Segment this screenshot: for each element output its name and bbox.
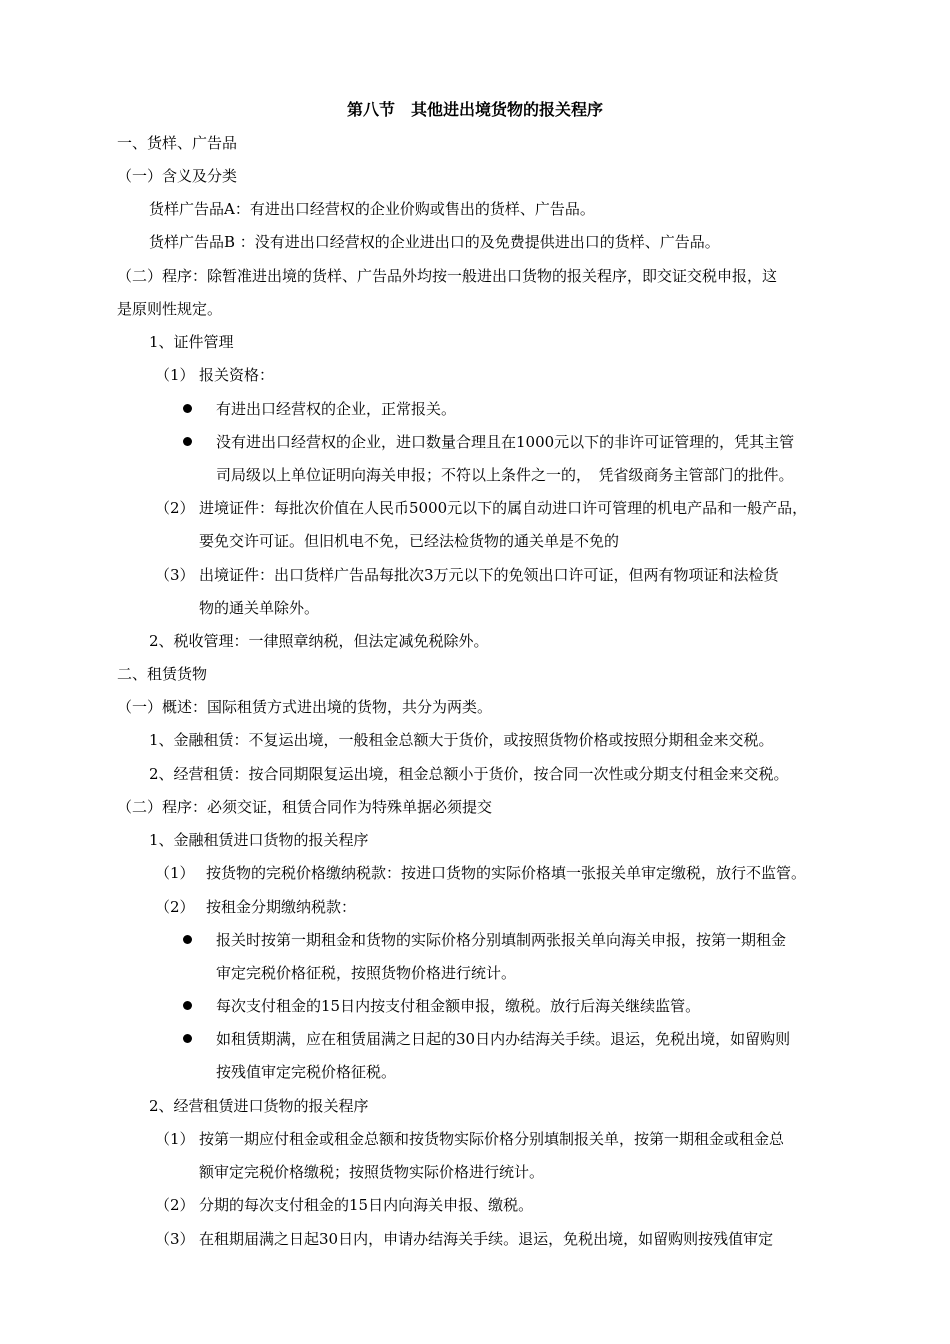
paragraph: 1、金融租赁：不复运出境，一般租金总额大于货价，或按照货物价格或按照分期租金来交税。 [149,731,774,749]
list-number: （1） [155,864,195,882]
bullet-icon [183,935,192,944]
list-number: （1） [155,1130,195,1148]
list-item-text: 按第一期应付租金或租金总额和按货物实际价格分别填制报关单，按第一期租金或租金总 [199,1130,785,1148]
bullet-item-text: 没有进出口经营权的企业，进口数量合理且在1000元以下的非许可证管理的，凭其主管 [216,433,795,451]
list-number: （2） [155,898,195,916]
heading-2: 二、租赁货物 [117,665,208,683]
subheading: （二）程序：除暂准进出境的货样、广告品外均按一般进出口货物的报关程序，即交证交税申报，这 [117,267,778,285]
paragraph: 货样广告品B ：没有进出口经营权的企业进出口的及免费提供进出口的货样、广告品。 [149,233,720,251]
list-item-text: 分期的每次支付租金的15日内向海关申报、缴税。 [199,1196,534,1214]
list-item-text: 要免交许可证。但旧机电不免，已经法检货物的通关单是不免的 [199,532,620,550]
heading-1: 一、货样、广告品 [117,134,238,152]
list-number: （2） [155,1196,195,1214]
list-number: （3） [155,566,195,584]
list-item-text: 按货物的完税价格缴纳税款：按进口货物的实际价格填一张报关单审定缴税，放行不监管。 [206,864,807,882]
list-item-text: 在租期届满之日起30日内，申请办结海关手续。退运，免税出境，如留购则按残值审定 [199,1230,774,1248]
bullet-item-text: 报关时按第一期租金和货物的实际价格分别填制两张报关单向海关申报，按第一期租金 [216,931,787,949]
bullet-item-text: 如租赁期满，应在租赁届满之日起的30日内办结海关手续。退运，免税出境，如留购则 [216,1030,791,1048]
list-item-text: 出境证件：出口货样广告品每批次3万元以下的免领出口许可证，但两有物项证和法检货 [199,566,779,584]
item-heading: 1、证件管理 [149,333,234,351]
list-item-text: 额审定完税价格缴税；按照货物实际价格进行统计。 [199,1163,545,1181]
subheading: （一）概述：国际租赁方式进出境的货物，共分为两类。 [117,698,493,716]
item-heading: 2、税收管理：一律照章纳税，但法定减免税除外。 [149,632,489,650]
bullet-item-text: 有进出口经营权的企业，正常报关。 [216,400,457,418]
bullet-item-text: 司局级以上单位证明向海关申报；不符以上条件之一的， 凭省级商务主管部门的批件。 [216,466,794,484]
bullet-item-text: 每次支付租金的15日内按支付租金额申报，缴税。放行后海关继续监管。 [216,997,701,1015]
bullet-icon [183,437,192,446]
list-number: （1） [155,366,195,384]
bullet-icon [183,404,192,413]
list-item-text: 进境证件：每批次价值在人民币5000元以下的属自动进口许可管理的机电产品和一般产品， [199,499,808,517]
list-number: （2） [155,499,195,517]
bullet-icon [183,1034,192,1043]
item-heading: 2、经营租赁进口货物的报关程序 [149,1097,369,1115]
list-item-text: 物的通关单除外。 [199,599,320,617]
subheading: （一）含义及分类 [117,167,238,185]
paragraph: 货样广告品A：有进出口经营权的企业价购或售出的货样、广告品。 [149,200,595,218]
list-item-text: 按租金分期缴纳税款： [206,898,357,916]
paragraph: 是原则性规定。 [117,300,223,318]
bullet-item-text: 按残值审定完税价格征税。 [216,1063,397,1081]
paragraph: 2、经营租赁：按合同期限复运出境，租金总额小于货价，按合同一次性或分期支付租金来交税。 [149,765,789,783]
subheading: （二）程序：必须交证，租赁合同作为特殊单据必须提交 [117,798,493,816]
bullet-item-text: 审定完税价格征税，按照货物价格进行统计。 [216,964,517,982]
bullet-icon [183,1001,192,1010]
page-title: 第八节 其他进出境货物的报关程序 [346,100,603,119]
list-item-text: 报关资格： [199,366,275,384]
item-heading: 1、金融租赁进口货物的报关程序 [149,831,369,849]
list-number: （3） [155,1230,195,1248]
